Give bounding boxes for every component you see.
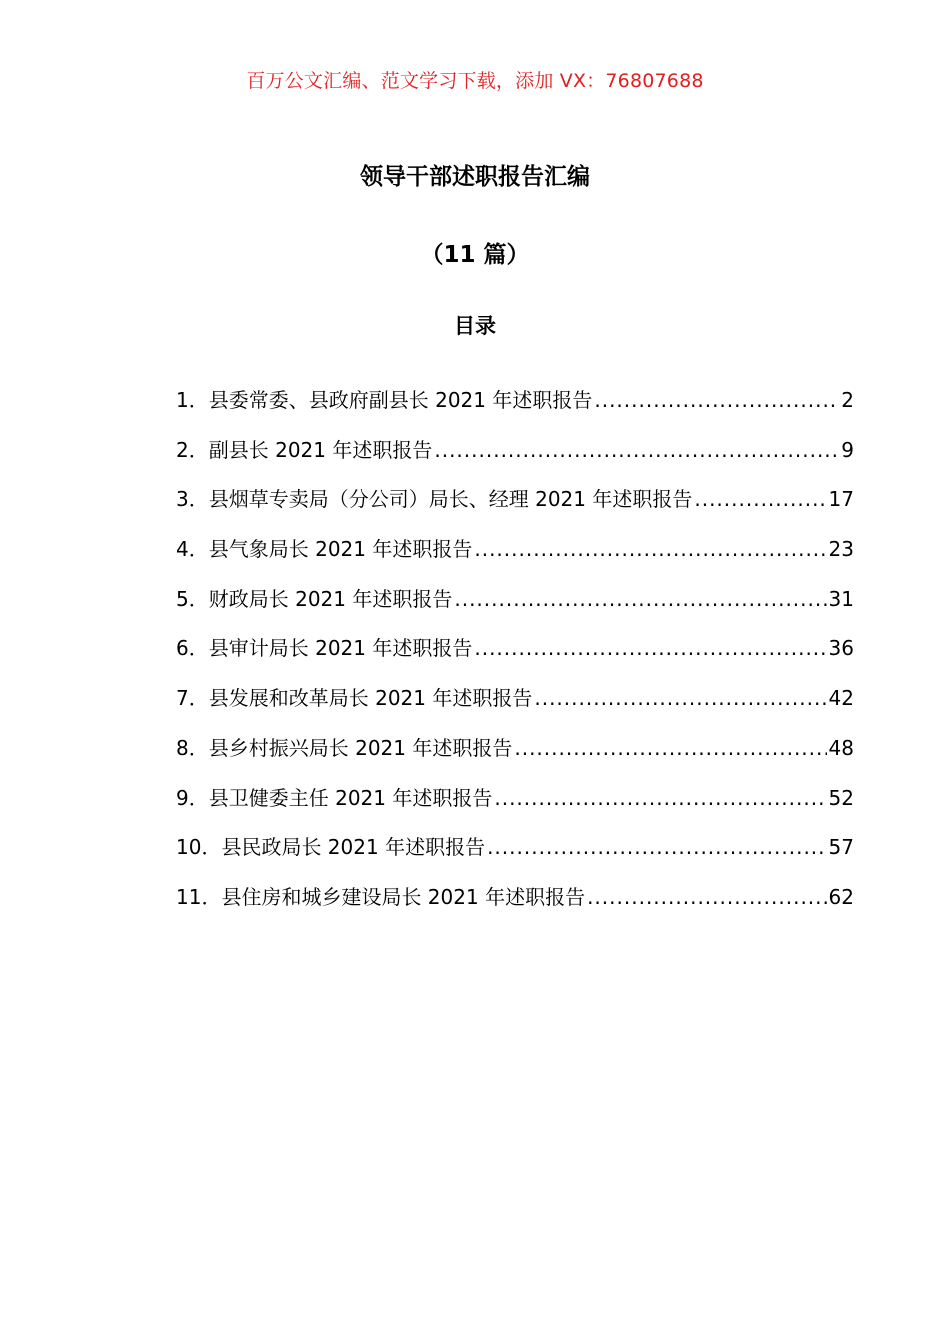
toc-entry[interactable] (176, 732, 854, 782)
toc-entry-number: 5． (176, 586, 209, 611)
toc-dot-leader (594, 384, 839, 416)
toc-entry[interactable] (176, 682, 854, 732)
toc-entry[interactable] (176, 782, 854, 832)
toc-entry[interactable] (176, 881, 854, 931)
toc-entry-page: 9 (841, 437, 854, 462)
toc-entry[interactable] (176, 583, 854, 633)
toc-entry-title: 财政局长 2021 年述职报告 (208, 586, 453, 611)
toc-entry-title: 县住房和城乡建设局长 2021 年述职报告 (221, 884, 586, 909)
toc-dot-leader (514, 732, 826, 764)
toc-entry-page: 42 (828, 686, 854, 711)
toc-entry[interactable] (176, 533, 854, 583)
toc-dot-leader (587, 881, 826, 913)
toc-entry-number: 8． (176, 735, 209, 760)
toc-entry-page: 17 (828, 487, 854, 512)
toc-dot-leader (474, 632, 826, 664)
toc-entry-page: 48 (828, 735, 854, 760)
toc-entry-number: 11． (176, 884, 222, 909)
toc-entry-title: 县审计局长 2021 年述职报告 (208, 636, 473, 661)
toc-entry-number: 7． (176, 686, 209, 711)
toc-entry-title: 县乡村振兴局长 2021 年述职报告 (208, 735, 513, 760)
toc-entry-number: 2． (176, 437, 209, 462)
toc-entry-page: 23 (828, 537, 854, 562)
toc-heading: 目录 (454, 314, 496, 338)
toc-entry-title: 副县长 2021 年述职报告 (208, 437, 433, 462)
toc-entry-title: 县气象局长 2021 年述职报告 (208, 537, 473, 562)
table-of-contents (176, 384, 854, 931)
toc-entry-number: 4． (176, 537, 209, 562)
toc-entry[interactable] (176, 632, 854, 682)
page-subtitle: （11 篇） (420, 242, 530, 268)
toc-dot-leader (487, 831, 826, 863)
toc-entry-number: 3． (176, 487, 209, 512)
toc-dot-leader (694, 483, 826, 515)
toc-dot-leader (534, 682, 826, 714)
toc-dot-leader (454, 583, 826, 615)
toc-entry-number: 6． (176, 636, 209, 661)
toc-entry-title: 县委常委、县政府副县长 2021 年述职报告 (208, 388, 593, 412)
toc-entry-title: 县发展和改革局长 2021 年述职报告 (208, 686, 533, 711)
toc-entry-title: 县烟草专卖局（分公司）局长、经理 2021 年述职报告 (208, 487, 693, 512)
toc-entry-page: 2 (841, 388, 854, 412)
header-note: 百万公文汇编、范文学习下载，添加 VX：76807688 (246, 70, 704, 92)
toc-entry-page: 31 (828, 586, 854, 611)
toc-entry-title: 县卫健委主任 2021 年述职报告 (208, 785, 493, 810)
toc-entry-page: 57 (828, 835, 854, 860)
toc-dot-leader (434, 434, 839, 466)
toc-entry[interactable] (176, 831, 854, 881)
toc-entry-number: 1． (176, 388, 209, 412)
toc-entry-page: 62 (828, 884, 854, 909)
toc-entry[interactable] (176, 483, 854, 533)
page-title: 领导干部述职报告汇编 (360, 164, 590, 190)
toc-entry-page: 52 (828, 785, 854, 810)
toc-entry[interactable] (176, 384, 854, 434)
toc-entry[interactable] (176, 434, 854, 484)
toc-dot-leader (474, 533, 826, 565)
toc-entry-title: 县民政局长 2021 年述职报告 (221, 835, 486, 860)
toc-dot-leader (494, 782, 826, 814)
toc-entry-page: 36 (828, 636, 854, 661)
toc-entry-number: 10． (176, 835, 222, 860)
toc-entry-number: 9． (176, 785, 209, 810)
